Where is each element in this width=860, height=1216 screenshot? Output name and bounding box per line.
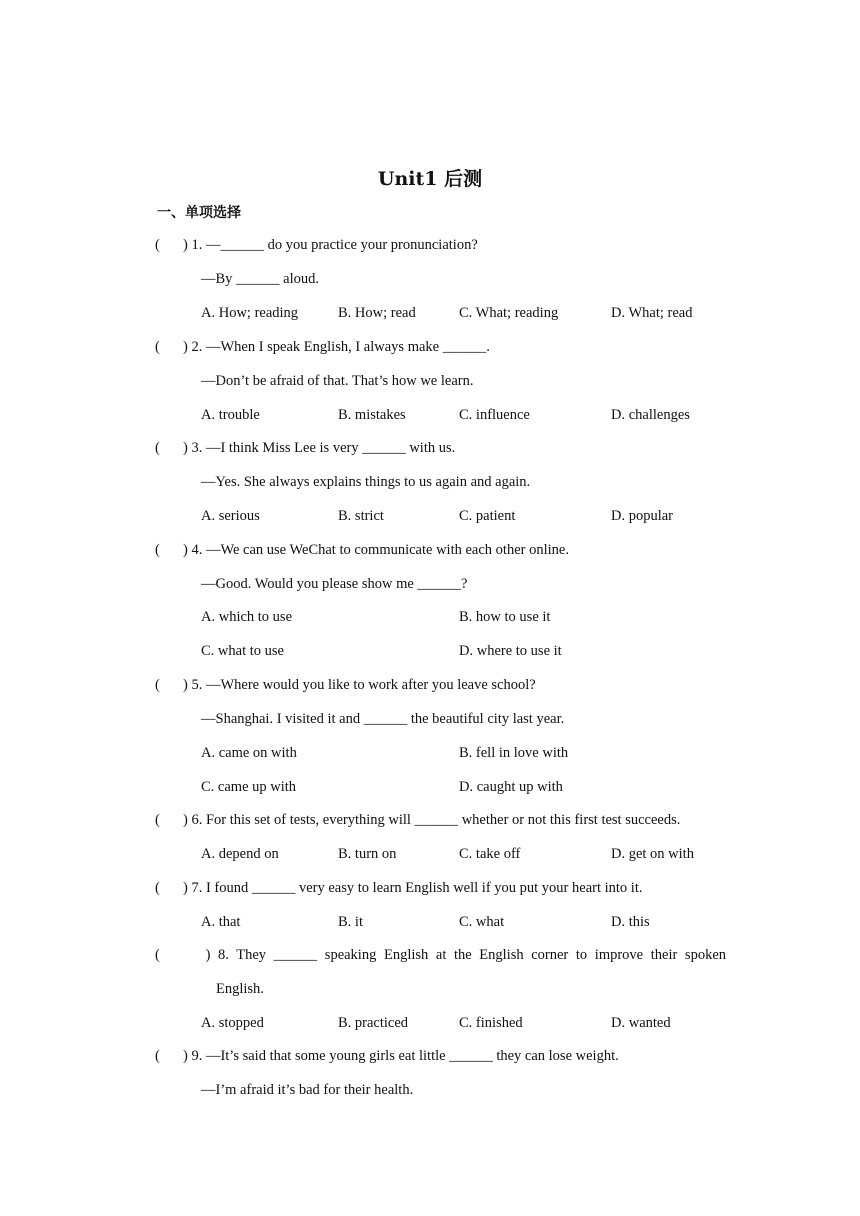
option-d: D. get on with bbox=[611, 846, 694, 862]
question-stem-continued: English. bbox=[216, 981, 264, 997]
section-heading: 一、单项选择 bbox=[157, 205, 241, 221]
option-b: B. fell in love with bbox=[459, 745, 569, 761]
answer-bracket: ( bbox=[155, 237, 160, 253]
answer-bracket: ( bbox=[155, 880, 160, 896]
question-9 bbox=[155, 1047, 619, 1065]
option-b: B. How; read bbox=[338, 305, 416, 321]
answer-bracket: ( bbox=[155, 440, 160, 456]
answer-bracket: ( bbox=[155, 339, 160, 355]
option-d: D. caught up with bbox=[459, 779, 563, 795]
option-a: A. that bbox=[201, 914, 241, 930]
dialogue-line: —Shanghai. I visited it and ______ the beautiful city last year. bbox=[201, 711, 565, 727]
option-c: C. what bbox=[459, 914, 505, 930]
option-a: A. serious bbox=[201, 508, 260, 524]
question-8 bbox=[155, 946, 726, 964]
option-c: C. finished bbox=[459, 1015, 523, 1031]
question-stem: ) 1. —______ do you practice your pronunciation? bbox=[183, 237, 478, 253]
option-d: D. challenges bbox=[611, 407, 690, 423]
option-c: C. What; reading bbox=[459, 305, 559, 321]
option-d: D. wanted bbox=[611, 1015, 671, 1031]
option-a: A. which to use bbox=[201, 609, 293, 625]
option-b: B. practiced bbox=[338, 1015, 409, 1031]
question-5 bbox=[155, 676, 536, 694]
option-b: B. turn on bbox=[338, 846, 397, 862]
question-1 bbox=[155, 236, 478, 254]
dialogue-line: —Yes. She always explains things to us again and again. bbox=[201, 474, 531, 490]
dialogue-line: —Good. Would you please show me ______? bbox=[201, 576, 468, 592]
dialogue-line: —Don’t be afraid of that. That’s how we learn. bbox=[201, 373, 474, 389]
option-a: A. depend on bbox=[201, 846, 279, 862]
option-a: A. How; reading bbox=[201, 305, 299, 321]
option-d: D. where to use it bbox=[459, 643, 562, 659]
question-stem: ) 9. —It’s said that some young girls eat little ______ they can lose weight. bbox=[183, 1048, 619, 1064]
answer-bracket: ( bbox=[155, 542, 160, 558]
question-stem: ) 8. They ______ speaking English at the English corner to improve their spoken bbox=[205, 947, 726, 963]
answer-bracket: ( bbox=[155, 812, 160, 828]
option-c: C. patient bbox=[459, 508, 516, 524]
answer-bracket: ( bbox=[155, 947, 160, 963]
option-c: C. came up with bbox=[201, 779, 297, 795]
question-2 bbox=[155, 338, 490, 356]
option-c: C. take off bbox=[459, 846, 521, 862]
option-c: C. influence bbox=[459, 407, 530, 423]
question-stem: ) 2. —When I speak English, I always make ______. bbox=[183, 339, 490, 355]
dialogue-line: —I’m afraid it’s bad for their health. bbox=[201, 1082, 414, 1098]
option-c: C. what to use bbox=[201, 643, 284, 659]
question-7 bbox=[155, 879, 642, 897]
option-a: A. trouble bbox=[201, 407, 260, 423]
question-stem: ) 4. —We can use WeChat to communicate with each other online. bbox=[183, 542, 569, 558]
question-stem: ) 3. —I think Miss Lee is very ______ with us. bbox=[183, 440, 456, 456]
option-b: B. it bbox=[338, 914, 363, 930]
dialogue-line: —By ______ aloud. bbox=[201, 271, 320, 287]
question-3 bbox=[155, 439, 455, 457]
option-b: B. how to use it bbox=[459, 609, 551, 625]
question-stem: ) 6. For this set of tests, everything will ______ whether or not this first test succeeds. bbox=[183, 812, 681, 828]
answer-bracket: ( bbox=[155, 677, 160, 693]
page-title: Unit1 后测 bbox=[377, 168, 483, 190]
option-b: B. strict bbox=[338, 508, 384, 524]
option-d: D. What; read bbox=[611, 305, 693, 321]
question-4 bbox=[155, 541, 569, 559]
question-6 bbox=[155, 811, 680, 829]
option-a: A. stopped bbox=[201, 1015, 264, 1031]
option-d: D. popular bbox=[611, 508, 674, 524]
question-stem: ) 7. I found ______ very easy to learn English well if you put your heart into it. bbox=[183, 880, 643, 896]
answer-bracket: ( bbox=[155, 1048, 160, 1064]
question-stem: ) 5. —Where would you like to work after you leave school? bbox=[183, 677, 536, 693]
option-b: B. mistakes bbox=[338, 407, 406, 423]
option-a: A. came on with bbox=[201, 745, 297, 761]
option-d: D. this bbox=[611, 914, 650, 930]
